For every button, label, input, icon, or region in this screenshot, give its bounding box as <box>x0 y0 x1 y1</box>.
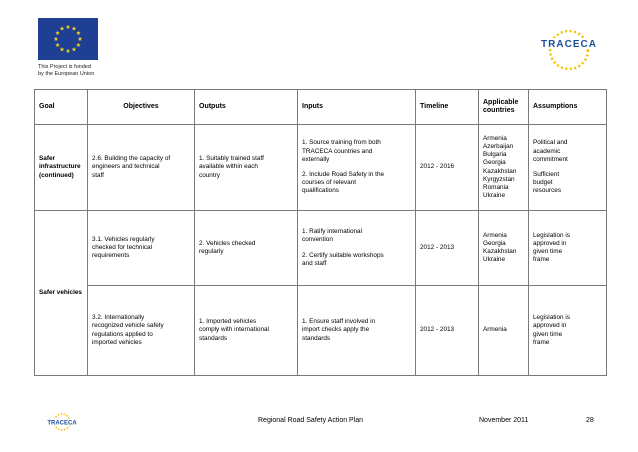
cell-text-line: 2. Vehicles checked <box>199 239 256 247</box>
cell-text-line: 1. Suitably trained staff <box>199 155 264 163</box>
cell-text-line: given time <box>533 248 563 255</box>
input-cell <box>298 125 416 211</box>
cell-text-line: engineers and technical <box>92 163 160 171</box>
cell-text-line: country <box>199 171 220 179</box>
cell-text-line: approved in <box>533 322 567 330</box>
footer-traceca-logo <box>40 413 84 431</box>
cell-text-line: Armenia <box>483 326 507 334</box>
timeline-cell: 2012 - 2013 <box>416 211 479 286</box>
cell-text-line: Georgia <box>483 159 506 167</box>
cell-text-line: budget <box>533 179 553 187</box>
table-header-row <box>35 90 607 125</box>
cell-text-line: standards <box>302 334 331 342</box>
cell-text-line: Bulgaria <box>483 151 507 159</box>
eu-star-icon <box>76 31 81 35</box>
eu-star-icon <box>60 26 65 30</box>
timeline-cell: 2012 - 2013 <box>416 286 479 376</box>
goal-cell <box>35 211 88 376</box>
cell-text-line: academic <box>533 147 561 155</box>
assumptions-cell <box>529 211 607 286</box>
cell-text-line: Armenia <box>483 231 507 239</box>
footer-logo-text: TRACECA <box>47 420 77 427</box>
cell-text-line: 1. Imported vehicles <box>199 318 257 326</box>
cell-text-line: infrastructure <box>39 163 81 171</box>
cell-text-line: Safer <box>39 155 55 163</box>
countries-cell <box>479 211 529 286</box>
eu-star-icon <box>54 37 59 41</box>
cell-text-line: resources <box>533 187 562 195</box>
page-number: 28 <box>586 417 594 424</box>
table-row <box>35 211 607 286</box>
cell-text-line: frame <box>533 256 550 264</box>
output-cell <box>195 125 298 211</box>
traceca-logo-text: TRACECA <box>541 39 597 50</box>
funding-line-2: by the European Union <box>38 71 95 77</box>
action-plan-table <box>34 89 607 376</box>
footer-date: November 2011 <box>479 417 529 424</box>
objective-cell <box>88 286 195 376</box>
eu-star-icon <box>55 43 60 47</box>
output-cell <box>195 286 298 376</box>
goal-cell <box>35 125 88 211</box>
cell-text-line: requirements <box>92 252 130 260</box>
cell-text-line: 1. Source training from both <box>302 139 381 147</box>
cell-text-line: 2.6. Building the capacity of <box>92 155 171 163</box>
cell-text-line: imported vehicles <box>92 338 142 346</box>
assumptions-cell <box>529 286 607 376</box>
cell-text-line: Legislation is <box>533 314 570 322</box>
cell-text-line: Safer vehicles <box>39 288 82 296</box>
cell-text-line: checked for technical <box>92 243 153 251</box>
cell-text-line: given time <box>533 330 563 338</box>
cell-text-line: Legislation is <box>533 231 570 239</box>
eu-star-icon <box>55 31 60 35</box>
cell-text-line: externally <box>302 155 330 163</box>
eu-star-icon <box>76 43 81 47</box>
cell-text-line: 1. Ratify international <box>302 228 363 236</box>
cell-text-line: Armenia <box>483 134 507 142</box>
cell-text-line: 3.2. Internationally <box>92 314 145 322</box>
table-row <box>35 125 607 211</box>
cell-text-line: Kazakhstan <box>483 248 517 255</box>
input-cell <box>298 211 416 286</box>
cell-text-line: standards <box>199 334 228 342</box>
cell-text-line: Sufficient <box>533 171 560 178</box>
col-header-inputs: Inputs <box>298 90 416 125</box>
output-cell <box>195 211 298 286</box>
col-header-countries: Applicable countries <box>479 90 529 125</box>
eu-flag-logo <box>38 18 98 60</box>
cell-text-line: qualifications <box>302 187 339 195</box>
cell-text-line: commitment <box>533 155 568 163</box>
eu-star-icon <box>78 37 83 41</box>
cell-text-line: approved in <box>533 239 567 247</box>
traceca-ring-icon <box>550 31 588 69</box>
eu-star-icon <box>66 49 71 53</box>
cell-text-line: Georgia <box>483 239 506 247</box>
timeline-cell: 2012 - 2016 <box>416 125 479 211</box>
traceca-logo <box>530 22 608 72</box>
countries-cell <box>479 286 529 376</box>
objective-cell <box>88 125 195 211</box>
funding-notice <box>38 64 94 78</box>
cell-text-line: Ukraine <box>483 256 506 264</box>
cell-text-line: 2. Certify suitable workshops <box>302 251 384 259</box>
cell-text-line: recognized vehicle safety <box>92 322 164 330</box>
cell-text-line: available within each <box>199 163 258 171</box>
funding-line-1: This Project is funded <box>38 64 91 70</box>
cell-text-line: courses of relevant <box>302 179 356 187</box>
cell-text-line: regulations applied to <box>92 330 153 338</box>
cell-text-line: 3.1. Vehicles regularly <box>92 235 155 243</box>
col-header-outputs: Outputs <box>195 90 298 125</box>
cell-text-line: 1. Ensure staff involved in <box>302 318 376 326</box>
cell-text-line: Romania <box>483 183 509 191</box>
footer-title: Regional Road Safety Action Plan <box>258 417 364 424</box>
table-row <box>35 286 607 376</box>
cell-text-line: Political and <box>533 139 568 147</box>
cell-text-line: frame <box>533 338 550 346</box>
col-header-timeline: Timeline <box>416 90 479 125</box>
cell-text-line: regularly <box>199 248 224 255</box>
objective-cell <box>88 211 195 286</box>
cell-text-line: convention <box>302 236 333 244</box>
cell-text-line: TRACECA countries and <box>302 147 373 155</box>
cell-text-line: and staff <box>302 259 327 267</box>
eu-star-icon <box>72 47 77 51</box>
cell-text-line: Ukraine <box>483 192 506 200</box>
cell-text-line: import checks apply the <box>302 326 370 334</box>
cell-text-line: 2. Include Road Safety in the <box>302 171 385 178</box>
eu-star-icon <box>60 47 65 51</box>
cell-text-line: (continued) <box>39 171 74 179</box>
col-header-objectives: Objectives <box>88 90 195 125</box>
cell-text-line: Kyrgyzstan <box>483 175 515 183</box>
cell-text-line: Azerbaijan <box>483 142 514 150</box>
col-header-goal: Goal <box>35 90 88 125</box>
assumptions-cell <box>529 125 607 211</box>
cell-text-line: Kazakhstan <box>483 167 517 175</box>
eu-stars <box>38 18 98 60</box>
input-cell <box>298 286 416 376</box>
cell-text-line: comply with international <box>199 326 269 334</box>
countries-cell <box>479 125 529 211</box>
eu-star-icon <box>72 26 77 30</box>
col-header-assumptions: Assumptions <box>529 90 607 125</box>
cell-text-line: staff <box>92 171 104 179</box>
eu-star-icon <box>66 25 71 29</box>
